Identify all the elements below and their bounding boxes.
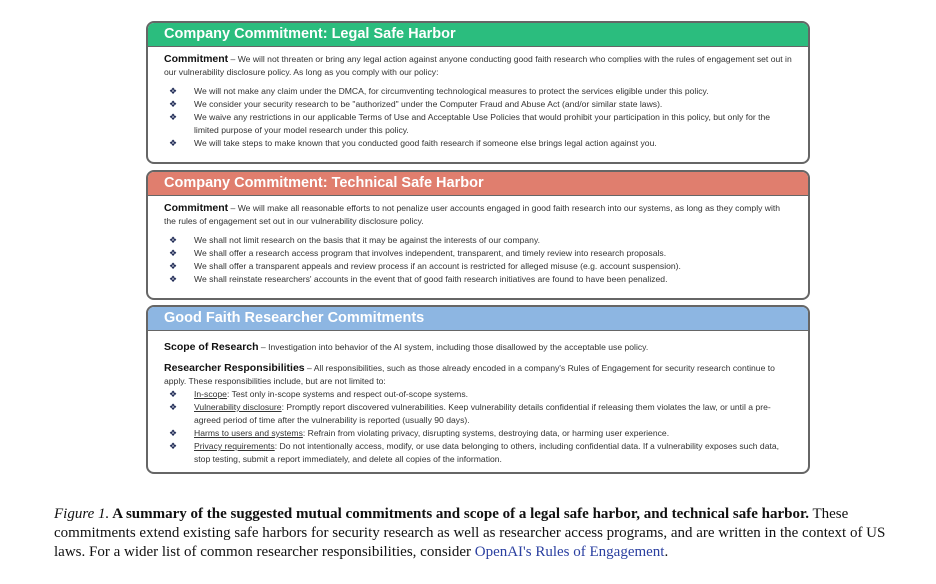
resp-label: Researcher Responsibilities [164,362,305,374]
list-item [164,401,792,427]
lead-label: Commitment [164,202,229,214]
scope-label: Scope of Research [164,341,259,353]
diamond-bullet-icon: ❖ [169,86,178,96]
caption-bold: A summary of the suggested mutual commitments and scope of a legal safe harbor, and technical safe harbor. [109,506,809,522]
box-title: Company Commitment: Legal Safe Harbor [148,23,808,47]
box-title: Company Commitment: Technical Safe Harbor [148,172,808,196]
item-term: In-scope [194,389,227,399]
list-item [164,85,792,98]
item-text: We will not make any claim under the DMCA, for circumventing technological measures to protect the services eligible under this policy. [194,86,709,96]
list-item [164,260,792,273]
diamond-bullet-icon: ❖ [169,138,178,148]
diamond-bullet-icon: ❖ [169,402,178,412]
diamond-bullet-icon: ❖ [169,261,178,271]
list-item [164,247,792,260]
list-item [164,137,792,150]
scope-text [164,341,792,354]
caption-end: . [664,544,669,560]
item-text: We shall offer a transparent appeals and review process if an account is restricted for alleged misuse (e.g. account suspension). [194,261,681,271]
item-term: Privacy requirements [194,441,275,451]
list-item [164,234,792,247]
resp-desc: – All responsibilities, such as those already encoded in a company's Rules of Engagement for security research continue to apply. These responsibilities include, but are not limited to: [164,363,775,386]
item-text: : Test only in-scope systems and respect out-of-scope systems. [226,389,469,399]
lead-label: Commitment [164,53,229,65]
item-text: We consider your security research to be "authorized" under the Computer Fraud and Abuse Act (and/or similar state laws). [194,99,663,109]
diamond-bullet-icon: ❖ [169,389,178,399]
item-text: : Promptly report discovered vulnerabilities. Keep vulnerability details confidential if releasing them violates the law, or until a pre-agreed period of time after the vulnerability is reported (usually 90 days). [194,402,771,425]
list-item [164,388,792,401]
diamond-bullet-icon: ❖ [169,428,178,438]
list-item [164,427,792,440]
researcher-commitments-box [146,305,810,474]
item-term: Harms to users and systems [194,428,303,438]
item-text: We shall offer a research access program that involves independent, transparent, and timely review into research proposals. [194,248,667,258]
list-item [164,273,792,286]
item-term: Vulnerability disclosure [194,402,282,412]
caption-text: These commitments extend existing safe harbors for security research as well as researcher access programs, and are written in the context of US laws. For a wider list of common researcher responsibilities, consider [54,506,886,560]
commitment-text [164,53,792,79]
figure-label: Figure 1. [54,506,110,522]
technical-safe-harbor-box [146,170,810,300]
item-text: We waive any restrictions in our applicable Terms of Use and Acceptable Use Policies that would prohibit your participation in this policy, but only for the limited purpose of your model research under this policy. [194,112,771,135]
list-item [164,440,792,466]
item-text: We will take steps to make known that you conducted good faith research if someone else brings legal action against you. [194,138,657,148]
item-text: : Refrain from violating privacy, disrupting systems, destroying data, or harming user experience. [302,428,670,438]
diamond-bullet-icon: ❖ [169,235,178,245]
figure-caption [54,505,900,562]
item-text: We shall not limit research on the basis that it may be against the interests of our company. [194,235,540,245]
legal-safe-harbor-box [146,21,810,164]
list-item [164,111,792,137]
item-text: : Do not intentionally access, modify, or use data belonging to others, including confidential data. If a vulnerability exposes such data, stop testing, submit a report immediately, and delete all copies of the information. [194,441,780,464]
diamond-bullet-icon: ❖ [169,248,178,258]
diamond-bullet-icon: ❖ [169,99,178,109]
scope-desc: – Investigation into behavior of the AI system, including those disallowed by the acceptable use policy. [258,342,649,352]
diamond-bullet-icon: ❖ [169,274,178,284]
lead-text: – We will not threaten or bring any legal action against anyone conducting good faith research who complies with the rules of engagement set out in our vulnerability disclosure policy. As long as you comply with our policy: [164,54,792,77]
rules-of-engagement-link[interactable]: OpenAI's Rules of Engagement [474,544,665,560]
list-item [164,98,792,111]
diamond-bullet-icon: ❖ [169,112,178,122]
diamond-bullet-icon: ❖ [169,441,178,451]
lead-text: – We will make all reasonable efforts to not penalize user accounts engaged in good faith research into our systems, as long as they comply with the rules of engagement set out in our vulnerability disclosure policy. [164,203,781,226]
commitment-text [164,202,792,228]
responsibilities-text [164,362,792,388]
item-text: We shall reinstate researchers' accounts in the event that of good faith research initiatives are found to have been penalized. [194,274,668,284]
box-title: Good Faith Researcher Commitments [148,307,808,331]
